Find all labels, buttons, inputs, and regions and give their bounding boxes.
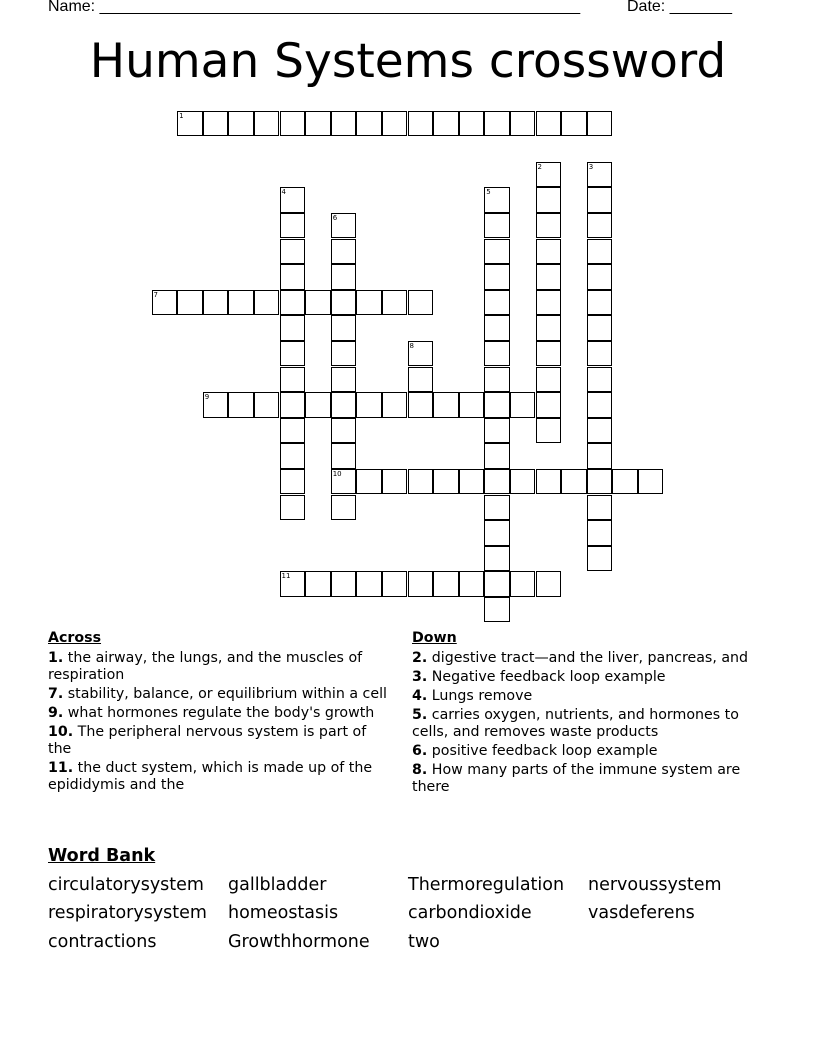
crossword-cell[interactable] <box>484 239 510 265</box>
crossword-cell[interactable] <box>408 111 434 137</box>
crossword-cell[interactable] <box>484 597 510 623</box>
crossword-cell[interactable] <box>305 290 331 316</box>
word-bank-item: respiratorysystem <box>48 903 207 923</box>
crossword-cell[interactable] <box>536 418 562 444</box>
crossword-cell[interactable] <box>280 239 306 265</box>
crossword-cell[interactable] <box>331 571 357 597</box>
word-bank-item: vasdeferens <box>588 903 695 923</box>
across-clue: 9. what hormones regulate the body's growth <box>48 705 375 721</box>
crossword-cell[interactable] <box>459 571 485 597</box>
crossword-cell[interactable] <box>484 520 510 546</box>
down-clue: 6. positive feedback loop example <box>412 743 658 759</box>
crossword-cell[interactable] <box>280 264 306 290</box>
crossword-cell[interactable] <box>587 367 613 393</box>
crossword-cell[interactable] <box>280 367 306 393</box>
crossword-cell[interactable] <box>356 469 382 495</box>
crossword-cell[interactable] <box>203 290 229 316</box>
crossword-cell[interactable] <box>331 392 357 418</box>
crossword-cell[interactable] <box>203 111 229 137</box>
crossword-cell[interactable] <box>280 341 306 367</box>
crossword-cell[interactable] <box>228 392 254 418</box>
crossword-cell[interactable] <box>356 392 382 418</box>
crossword-cell[interactable] <box>433 571 459 597</box>
crossword-cell[interactable] <box>408 290 434 316</box>
crossword-cell[interactable] <box>536 239 562 265</box>
clue-number: 4 <box>281 188 286 197</box>
down-clues <box>412 630 757 798</box>
word-bank-item: Thermoregulation <box>408 875 565 895</box>
crossword-cell[interactable] <box>356 290 382 316</box>
crossword-cell[interactable] <box>331 239 357 265</box>
crossword-cell[interactable] <box>561 111 587 137</box>
crossword-cell[interactable] <box>382 111 408 137</box>
crossword-cell[interactable] <box>587 162 613 188</box>
down-clue: 3. Negative feedback loop example <box>412 669 666 685</box>
crossword-cell[interactable] <box>587 111 613 137</box>
crossword-cell[interactable] <box>638 469 664 495</box>
crossword-cell[interactable] <box>484 187 510 213</box>
crossword-cell[interactable] <box>484 264 510 290</box>
crossword-cell[interactable] <box>484 111 510 137</box>
crossword-cell[interactable] <box>331 469 357 495</box>
crossword-cell[interactable] <box>433 111 459 137</box>
crossword-cell[interactable] <box>536 290 562 316</box>
word-bank-item: circulatorysystem <box>48 875 204 895</box>
crossword-cell[interactable] <box>484 213 510 239</box>
across-clues <box>48 630 393 796</box>
crossword-cell[interactable] <box>484 546 510 572</box>
crossword-cell[interactable] <box>331 418 357 444</box>
crossword-cell[interactable] <box>536 162 562 188</box>
crossword-cell[interactable] <box>536 341 562 367</box>
crossword-cell[interactable] <box>280 213 306 239</box>
crossword-cell[interactable] <box>587 187 613 213</box>
crossword-cell[interactable] <box>254 392 280 418</box>
crossword-cell[interactable] <box>331 367 357 393</box>
crossword-cell[interactable] <box>561 469 587 495</box>
across-clue: 11. the duct system, which is made up of the epididymis and the <box>48 760 373 793</box>
crossword-cell[interactable] <box>254 111 280 137</box>
crossword-cell[interactable] <box>484 443 510 469</box>
crossword-cell[interactable] <box>587 315 613 341</box>
word-bank-item: homeostasis <box>228 903 339 923</box>
crossword-cell[interactable] <box>510 469 536 495</box>
crossword-cell[interactable] <box>177 290 203 316</box>
crossword-cell[interactable] <box>280 469 306 495</box>
word-bank-item: two <box>408 932 440 952</box>
clue-number: 11 <box>281 572 291 581</box>
crossword-cell[interactable] <box>280 187 306 213</box>
crossword-cell[interactable] <box>484 418 510 444</box>
word-bank-heading: Word Bank <box>48 846 156 866</box>
down-clue: 5. carries oxygen, nutrients, and hormones to cells, and removes waste products <box>412 707 739 740</box>
crossword-cell[interactable] <box>203 392 229 418</box>
crossword-cell[interactable] <box>280 495 306 521</box>
page-title: Human Systems crossword <box>89 34 727 89</box>
crossword-cell[interactable] <box>356 571 382 597</box>
crossword-cell[interactable] <box>305 111 331 137</box>
down-clue: 8. How many parts of the immune system are there <box>412 762 741 795</box>
crossword-cell[interactable] <box>331 315 357 341</box>
crossword-cell[interactable] <box>280 443 306 469</box>
crossword-cell[interactable] <box>433 392 459 418</box>
crossword-cell[interactable] <box>459 392 485 418</box>
crossword-cell[interactable] <box>484 571 510 597</box>
crossword-cell[interactable] <box>382 469 408 495</box>
down-heading: Down <box>412 630 457 646</box>
crossword-cell[interactable] <box>382 571 408 597</box>
clue-number: 8 <box>409 341 414 350</box>
crossword-cell[interactable] <box>536 187 562 213</box>
crossword-cell[interactable] <box>177 111 203 137</box>
crossword-cell[interactable] <box>280 290 306 316</box>
crossword-cell[interactable] <box>536 469 562 495</box>
crossword-cell[interactable] <box>331 443 357 469</box>
word-bank-item: nervoussystem <box>588 875 722 895</box>
crossword-cell[interactable] <box>484 367 510 393</box>
word-bank-item: contractions <box>48 932 157 952</box>
crossword-cell[interactable] <box>536 571 562 597</box>
crossword-cell[interactable] <box>408 392 434 418</box>
clue-number: 1 <box>179 111 184 120</box>
crossword-cell[interactable] <box>587 264 613 290</box>
across-clue: 1. the airway, the lungs, and the muscles of respiration <box>48 650 363 683</box>
crossword-cell[interactable] <box>331 341 357 367</box>
crossword-cell[interactable] <box>536 392 562 418</box>
crossword-cell[interactable] <box>587 392 613 418</box>
crossword-cell[interactable] <box>331 111 357 137</box>
crossword-cell[interactable] <box>587 546 613 572</box>
name-label: Name: ______________________________________________________ <box>48 0 581 15</box>
down-clue: 2. digestive tract—and the liver, pancreas, and <box>412 650 749 666</box>
crossword-cell[interactable] <box>280 315 306 341</box>
crossword-cell[interactable] <box>433 469 459 495</box>
crossword-cell[interactable] <box>484 392 510 418</box>
word-bank-item: Growthhormone <box>228 932 370 952</box>
crossword-cell[interactable] <box>382 392 408 418</box>
crossword-cell[interactable] <box>331 213 357 239</box>
crossword-cell[interactable] <box>510 392 536 418</box>
crossword-cell[interactable] <box>331 290 357 316</box>
crossword-cell[interactable] <box>408 367 434 393</box>
crossword-cell[interactable] <box>228 290 254 316</box>
crossword-cell[interactable] <box>280 392 306 418</box>
crossword-cell[interactable] <box>587 520 613 546</box>
word-bank-item: carbondioxide <box>408 903 532 923</box>
crossword-cell[interactable] <box>152 290 178 316</box>
date-label: Date: _______ <box>627 0 732 15</box>
crossword-cell[interactable] <box>510 111 536 137</box>
crossword-cell[interactable] <box>587 418 613 444</box>
crossword-cell[interactable] <box>587 239 613 265</box>
across-clue: 10. The peripheral nervous system is part of the <box>48 724 367 757</box>
crossword-cell[interactable] <box>536 213 562 239</box>
clue-number: 3 <box>588 162 594 171</box>
crossword-cell[interactable] <box>612 469 638 495</box>
across-heading: Across <box>48 630 102 646</box>
crossword-cell[interactable] <box>484 341 510 367</box>
crossword-cell[interactable] <box>280 571 306 597</box>
crossword-cell[interactable] <box>587 213 613 239</box>
crossword-cell[interactable] <box>280 418 306 444</box>
word-bank-item: gallbladder <box>228 875 327 895</box>
crossword-cell[interactable] <box>331 495 357 521</box>
crossword-cell[interactable] <box>228 111 254 137</box>
crossword-cell[interactable] <box>484 315 510 341</box>
crossword-cell[interactable] <box>536 264 562 290</box>
crossword-cell[interactable] <box>408 571 434 597</box>
crossword-cell[interactable] <box>459 469 485 495</box>
clue-number: 7 <box>153 290 158 299</box>
crossword-cell[interactable] <box>280 111 306 137</box>
crossword-cell[interactable] <box>587 341 613 367</box>
crossword-cell[interactable] <box>382 290 408 316</box>
crossword-cell[interactable] <box>536 367 562 393</box>
crossword-cell[interactable] <box>459 111 485 137</box>
crossword-cell[interactable] <box>408 341 434 367</box>
clue-number: 10 <box>332 469 342 478</box>
crossword-cell[interactable] <box>254 290 280 316</box>
crossword-cell[interactable] <box>510 571 536 597</box>
crossword-cell[interactable] <box>587 443 613 469</box>
down-clue: 4. Lungs remove <box>412 688 533 704</box>
crossword-cell[interactable] <box>536 111 562 137</box>
crossword-cell[interactable] <box>408 469 434 495</box>
crossword-cell[interactable] <box>484 469 510 495</box>
crossword-cell[interactable] <box>305 571 331 597</box>
clue-number: 5 <box>486 188 491 197</box>
crossword-cell[interactable] <box>356 111 382 137</box>
crossword-cell[interactable] <box>587 495 613 521</box>
crossword-cell[interactable] <box>484 495 510 521</box>
crossword-cell[interactable] <box>484 290 510 316</box>
crossword-cell[interactable] <box>587 469 613 495</box>
across-clue: 7. stability, balance, or equilibrium within a cell <box>48 686 387 702</box>
clue-number: 6 <box>332 213 338 222</box>
crossword-cell[interactable] <box>587 290 613 316</box>
crossword-cell[interactable] <box>305 392 331 418</box>
clue-number: 2 <box>537 162 542 171</box>
clue-number: 9 <box>204 393 210 402</box>
crossword-cell[interactable] <box>536 315 562 341</box>
crossword-cell[interactable] <box>331 264 357 290</box>
